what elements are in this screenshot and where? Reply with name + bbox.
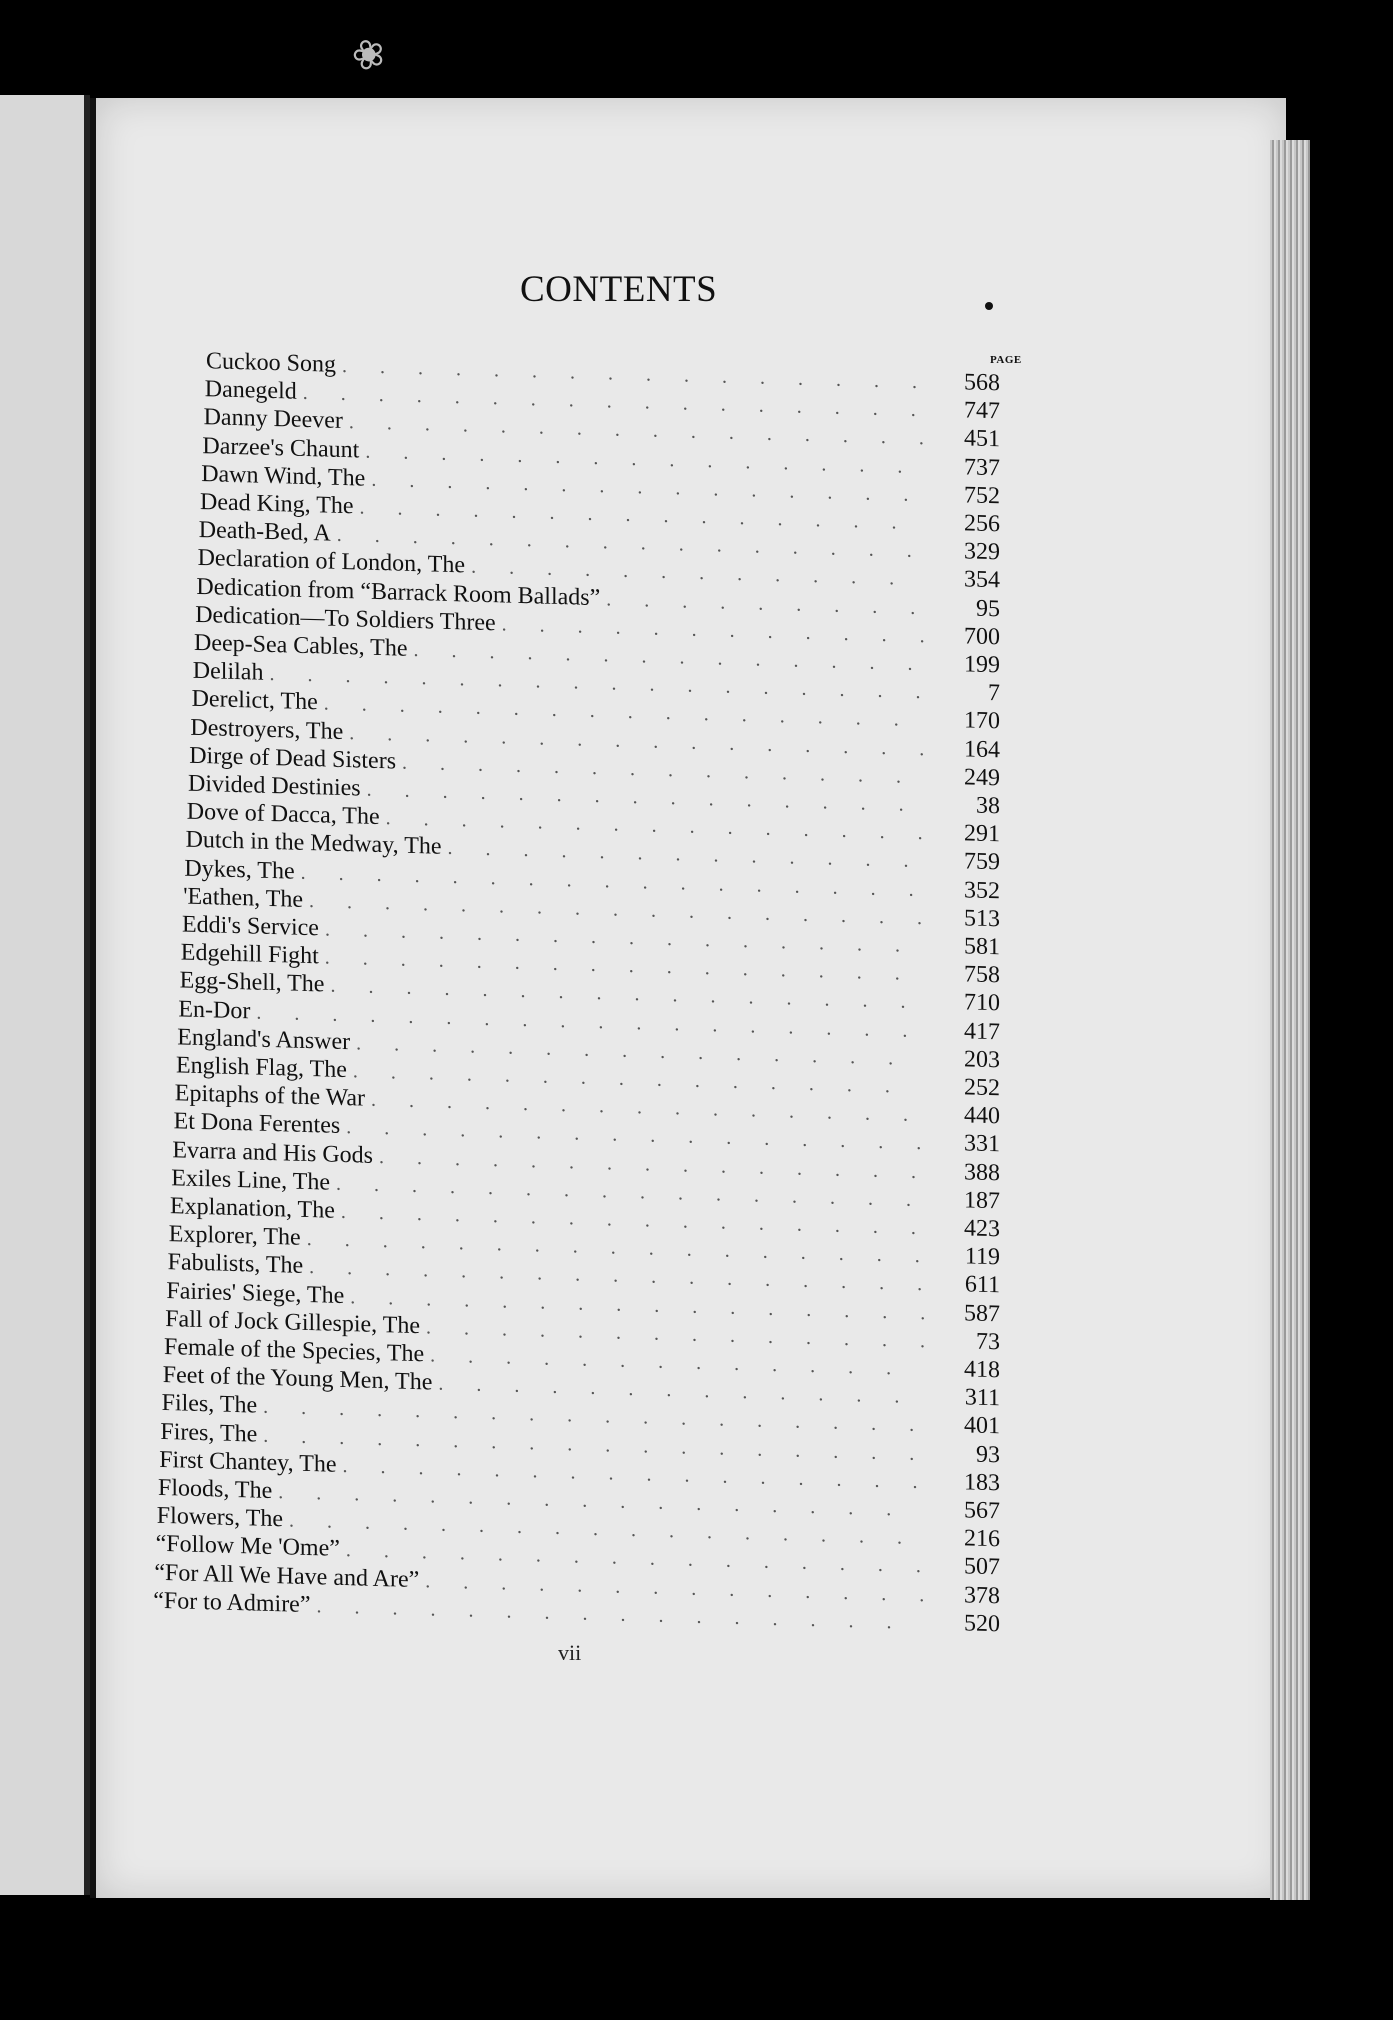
toc-entry-title: England's Answer: [177, 1024, 351, 1055]
toc-entry-title: Dykes, The: [184, 855, 295, 885]
toc-entry-page: 252: [964, 1074, 1000, 1102]
toc-entry-page: 256: [964, 510, 1000, 538]
toc-entry-title: English Flag, The: [176, 1052, 347, 1084]
toc-entry-page: 93: [975, 1441, 1000, 1468]
toc-entry-title: 'Eathen, The: [183, 883, 304, 913]
toc-entry-title: Explorer, The: [168, 1221, 301, 1251]
toc-entry-title: Fabulists, The: [167, 1249, 304, 1280]
toc-entry-page: 752: [963, 482, 1000, 510]
toc-entry-page: 378: [963, 1581, 1000, 1609]
toc-entry-title: Eddi's Service: [182, 911, 319, 942]
toc-entry-page: 401: [963, 1412, 1000, 1440]
toc-entry-page: 164: [963, 735, 1000, 763]
toc-entry-page: 747: [963, 397, 1000, 425]
toc-entry-title: Dirge of Dead Sisters: [189, 742, 397, 775]
toc-entry-title: Dutch in the Medway, The: [185, 826, 442, 861]
toc-entry-title: Fairies' Siege, The: [166, 1277, 345, 1309]
toc-entry-title: Dedication—To Soldiers Three: [195, 601, 496, 637]
toc-entry-title: Floods, The: [158, 1474, 273, 1505]
toc-entry-title: Egg-Shell, The: [179, 967, 325, 998]
toc-entry-title: Feet of the Young Men, The: [162, 1362, 433, 1396]
toc-entry-title: Edgehill Fight: [180, 939, 319, 970]
toc-entry-title: Files, The: [161, 1390, 258, 1419]
toc-entry-title: Evarra and His Gods: [172, 1136, 374, 1169]
toc-entry-page: 95: [975, 595, 1000, 622]
toc-entry-page: 183: [963, 1469, 1000, 1497]
toc-entry-title: Dove of Dacca, The: [186, 798, 380, 831]
toc-entry-page: 423: [964, 1215, 1000, 1243]
toc-entry-page: 451: [963, 425, 1000, 453]
page-title: CONTENTS: [520, 269, 718, 310]
toc-entry-title: Fires, The: [160, 1418, 258, 1448]
toc-entry-title: Darzee's Chaunt: [202, 432, 360, 464]
toc-entry-title: Death-Bed, A: [198, 517, 331, 547]
toc-entry-page: 352: [963, 876, 1000, 904]
toc-entry-title: Divided Destinies: [188, 770, 361, 802]
toc-entry-page: 199: [964, 651, 1000, 679]
toc-entry-title: Exiles Line, The: [171, 1164, 331, 1196]
toc-entry-page: 119: [964, 1243, 1000, 1271]
toc-entry-page: 329: [963, 538, 1000, 566]
toc-entry-page: 418: [964, 1356, 1000, 1384]
toc-entry-page: 568: [964, 369, 1000, 397]
toc-entry-title: Explanation, The: [170, 1193, 335, 1224]
toc-entry-page: 587: [963, 1299, 1000, 1327]
toc-entry-title: Destroyers, The: [190, 714, 344, 745]
toc-entry-title: Epitaphs of the War: [174, 1080, 366, 1112]
toc-entry-title: “Follow Me 'Ome”: [155, 1531, 340, 1563]
toc-entry-page: 737: [963, 453, 1000, 481]
toc-entry-title: “For to Admire”: [153, 1587, 311, 1618]
toc-entry-page: 249: [963, 764, 1000, 792]
toc-entry-page: 513: [963, 905, 1000, 933]
toc-entry-page: 203: [963, 1046, 1000, 1074]
page-column-label: PAGE: [990, 354, 1022, 366]
scan-artifact-icon: ❀: [345, 27, 393, 82]
toc-entry-title: Dedication from “Barrack Room Ballads”: [196, 573, 601, 611]
toc-entry-page: 170: [963, 707, 1000, 735]
toc-entry-page: 73: [975, 1328, 1000, 1356]
toc-entry-page: 759: [963, 848, 1000, 876]
toc-entry-title: Danny Deever: [203, 404, 343, 435]
toc-entry-title: First Chantey, The: [159, 1446, 337, 1478]
toc-entry-title: En-Dor: [178, 995, 251, 1025]
toc-entry-page: 507: [963, 1553, 1000, 1581]
toc-entry-page: 611: [964, 1271, 1000, 1299]
toc-entry-title: Et Dona Ferentes: [173, 1108, 341, 1140]
toc-entry-title: Dead King, The: [200, 489, 354, 520]
toc-entry-title: Female of the Species, The: [164, 1333, 425, 1368]
toc-entry-title: Cuckoo Song: [206, 348, 337, 378]
toc-entry-page: 417: [963, 1017, 1000, 1045]
toc-entry-title: Deep-Sea Cables, The: [194, 629, 408, 662]
toc-entry-page: 311: [964, 1384, 1000, 1412]
toc-entry-title: Derelict, The: [191, 686, 318, 716]
page-number: vii: [558, 1640, 582, 1665]
toc-entry-title: “For All We Have and Are”: [154, 1559, 420, 1593]
toc-entry-page: 331: [963, 1130, 1000, 1158]
toc-entry-page: 216: [963, 1525, 1000, 1553]
toc-entry-page: 581: [964, 933, 1000, 961]
toc-entry-title: Dawn Wind, The: [201, 460, 366, 492]
toc-entry-title: Declaration of London, The: [197, 545, 466, 579]
toc-entry-page: 758: [963, 961, 1000, 989]
toc-entry-page: 38: [976, 792, 1000, 820]
toc-entry-page: 7: [987, 680, 1000, 707]
toc-entry-title: Fall of Jock Gillespie, The: [165, 1305, 421, 1339]
toc-entry-page: 567: [964, 1497, 1000, 1525]
toc-entry-page: 291: [963, 820, 1000, 848]
toc-entry-page: 440: [963, 1102, 1000, 1130]
toc-entry-title: Delilah: [192, 657, 264, 686]
toc-entry-title: Danegeld: [204, 376, 297, 405]
toc-entry-page: 187: [963, 1187, 1000, 1215]
toc-entry-page: 520: [963, 1610, 1000, 1638]
toc-entry-page: 700: [963, 623, 1000, 651]
toc-entry-page: 710: [963, 989, 1000, 1017]
toc-entry-title: Flowers, The: [156, 1502, 284, 1533]
toc-entry-page: 354: [963, 566, 1000, 594]
toc-entry-page: 388: [963, 1158, 1000, 1186]
